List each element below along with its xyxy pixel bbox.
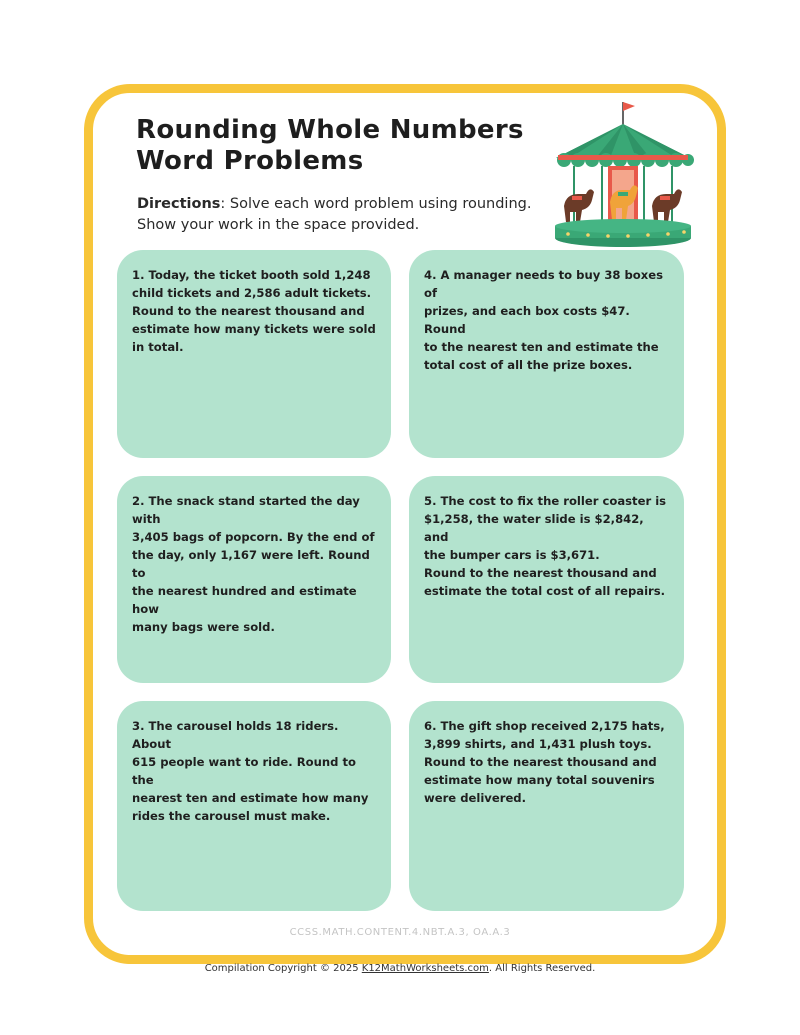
title-line-2: Word Problems (136, 146, 364, 176)
problem-card-4 (409, 250, 684, 458)
copyright-prefix: Compilation Copyright © 2025 (204, 963, 362, 974)
title-line-1: Rounding Whole Numbers (136, 115, 524, 145)
problem-card-5 (409, 476, 684, 683)
problem-card-2 (117, 476, 391, 683)
problem-text: 1. Today, the ticket booth sold 1,248 child tickets and 2,586 adult tickets. Round to the nearest thousand and estimate how many tickets were sold in total. (132, 268, 376, 354)
problem-text: 4. A manager needs to buy 38 boxes of prizes, and each box costs $47. Round to the nearest ten and estimate the total cost of all the prize boxes. (424, 268, 663, 372)
problem-text: 6. The gift shop received 2,175 hats, 3,899 shirts, and 1,431 plush toys. Round to the nearest thousand and estimate how many total souvenirs were delivered. (424, 719, 665, 805)
problem-text: 3. The carousel holds 18 riders. About 615 people want to ride. Round to the nearest ten and estimate how many rides the carousel must make. (132, 719, 369, 823)
directions (137, 194, 557, 236)
carousel-icon (552, 98, 694, 250)
copyright-suffix: . All Rights Reserved. (488, 963, 596, 974)
problem-card-6 (409, 701, 684, 911)
problem-text: 5. The cost to fix the roller coaster is $1,258, the water slide is $2,842, and the bumper cars is $3,671. Round to the nearest thousand and estimate the total cost of all repairs. (424, 494, 667, 598)
directions-label: Directions (137, 196, 221, 212)
problem-text: 2. The snack stand started the day with 3,405 bags of popcorn. By the end of the day, only 1,167 were left. Round to the nearest hundred and estimate how many bags were sold. (132, 494, 375, 634)
page-title (136, 115, 546, 177)
site-link[interactable]: K12MathWorksheets.com (361, 963, 489, 974)
copyright-footer (0, 963, 800, 974)
directions-text: : Solve each word problem using rounding. Show your work in the space provided. (137, 196, 532, 233)
problem-card-1 (117, 250, 391, 458)
problem-card-3 (117, 701, 391, 911)
standard-code: CCSS.MATH.CONTENT.4.NBT.A.3, OA.A.3 (289, 927, 511, 938)
